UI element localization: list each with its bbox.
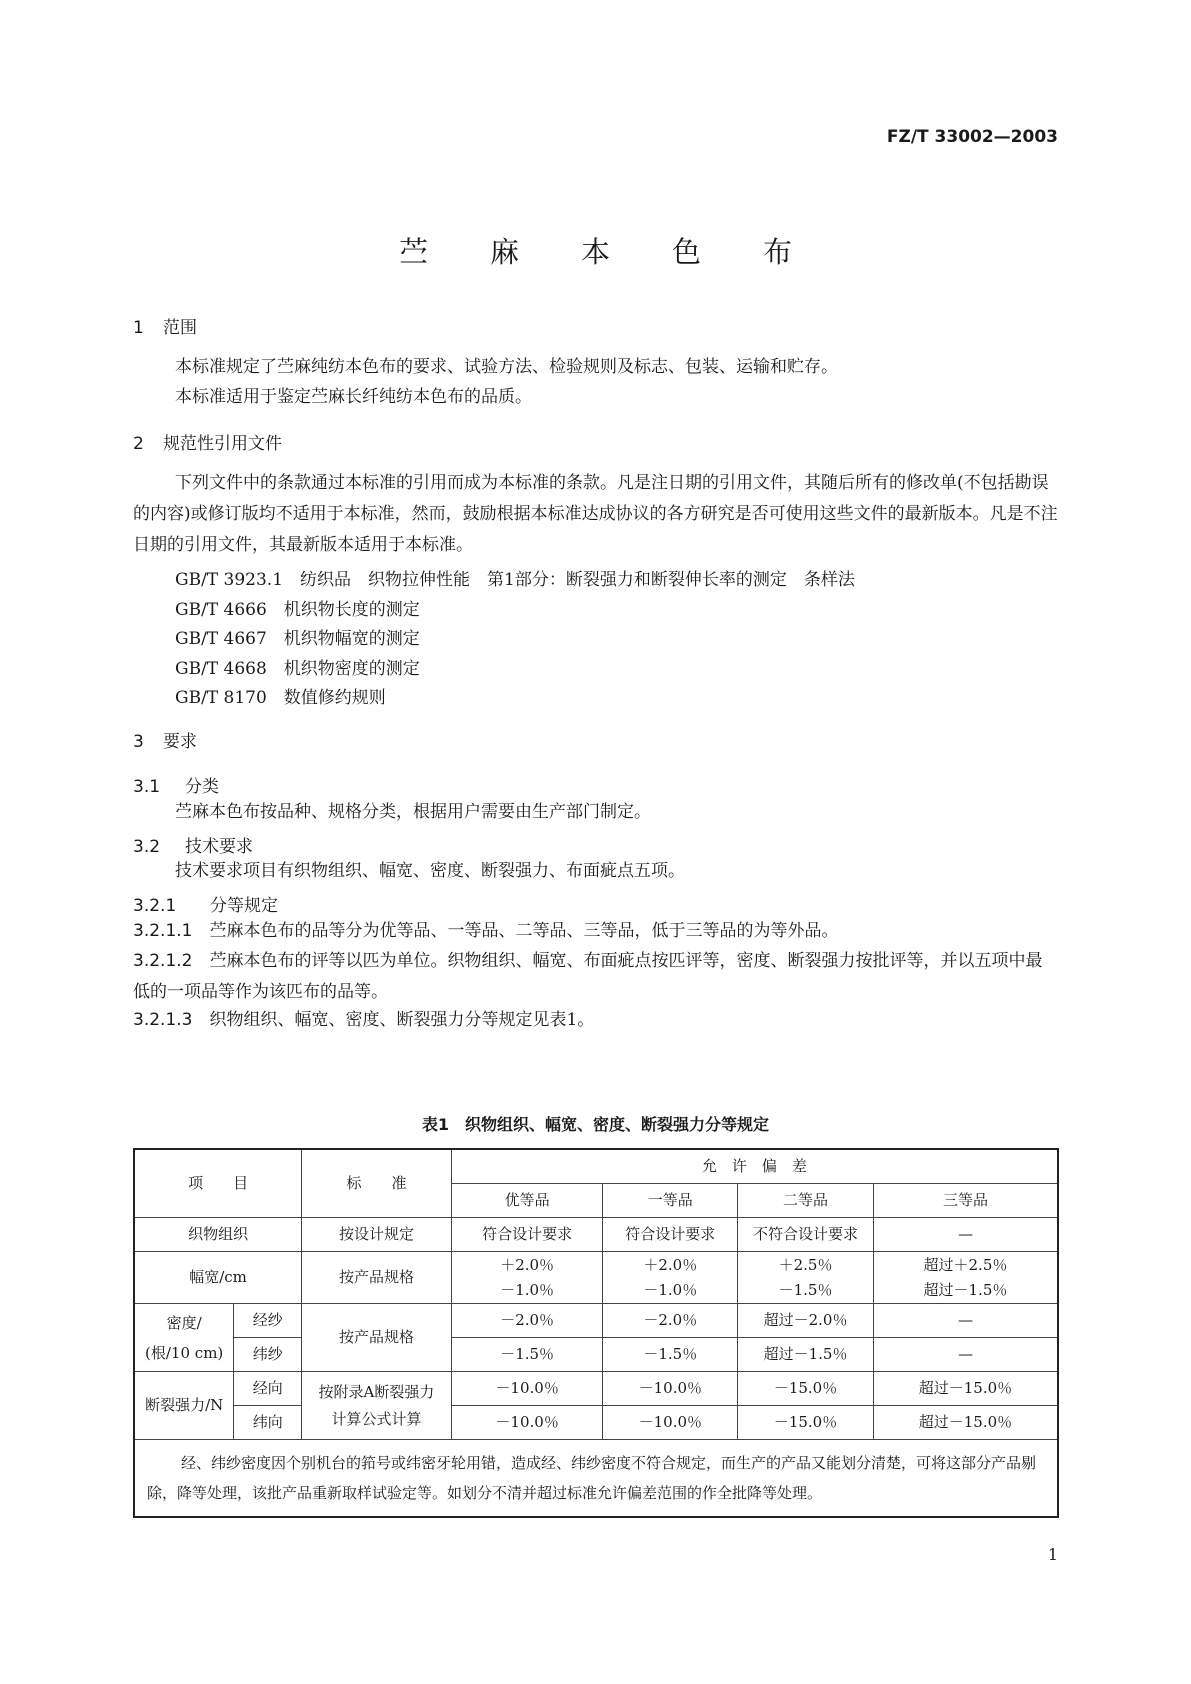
reference-item: GB/T 4666 机织物长度的测定 <box>175 600 420 620</box>
value-cell: — <box>873 1338 1058 1372</box>
clause-text: 苎麻本色布的品等分为优等品、一等品、二等品、三等品，低于三等品的为等外品。 <box>209 921 839 941</box>
clause-text: 织物组织、幅宽、密度、断裂强力分等规定见表1。 <box>209 1010 595 1030</box>
grade-header: 三等品 <box>873 1184 1058 1218</box>
section-number: 3.1 <box>133 777 161 797</box>
clause-number: 3.2.1.3 <box>133 1010 193 1030</box>
value-cell: －2.0％ <box>603 1304 738 1338</box>
value-cell: －15.0％ <box>738 1372 874 1406</box>
value-cell: 超过－15.0％ <box>873 1372 1058 1406</box>
value-cell: — <box>873 1304 1058 1338</box>
clause-number: 3.2.1.2 <box>133 951 193 971</box>
table-note-row <box>134 1440 1058 1518</box>
section-1-heading <box>133 313 197 338</box>
section-number: 2 <box>133 434 144 454</box>
section-number: 3 <box>133 732 144 752</box>
header-standard: 标 准 <box>302 1149 452 1218</box>
clause-3-2-1-2 <box>133 946 1058 1008</box>
value-cell: －10.0％ <box>451 1406 603 1440</box>
table-row <box>134 1338 1058 1372</box>
paragraph: 本标准适用于鉴定苎麻长纤纯纺本色布的品质。 <box>175 387 532 407</box>
reference-item: GB/T 4668 机织物密度的测定 <box>175 659 420 679</box>
table-note: 经、纬纱密度因个别机台的筘号或纬密牙轮用错，造成经、纬纱密度不符合规定，而生产的产品又能划分清楚，可将这部分产品剔除，降等处理，该批产品重新取样试验定等。如划分不清并超过标准允许偏差范围的作全批降等处理。 <box>134 1440 1058 1518</box>
value-cell: ＋2.5％ －1.5％ <box>738 1252 874 1304</box>
value-cell: — <box>873 1218 1058 1252</box>
document-title: 苎麻本色布 <box>398 235 854 269</box>
table-row <box>134 1252 1058 1304</box>
standard-cell: 按产品规格 <box>302 1252 452 1304</box>
page-number: 1 <box>1047 1545 1058 1564</box>
section-title: 分类 <box>185 777 219 797</box>
value-cell: 超过－15.0％ <box>873 1406 1058 1440</box>
reference-item: GB/T 4667 机织物幅宽的测定 <box>175 629 420 649</box>
value-cell: 超过－1.5％ <box>738 1338 874 1372</box>
sub-label: 纬向 <box>234 1406 302 1440</box>
value-cell: －15.0％ <box>738 1406 874 1440</box>
table-row <box>134 1372 1058 1406</box>
grade-header: 优等品 <box>451 1184 603 1218</box>
row-label: 断裂强力/N <box>134 1372 234 1440</box>
paragraph: 下列文件中的条款通过本标准的引用而成为本标准的条款。凡是注日期的引用文件，其随后所有的修改单(不包括勘误的内容)或修订版均不适用于本标准，然而，鼓励根据本标准达成协议的各方研究是否可使用这些文件的最新版本。凡是不注日期的引用文件，其最新版本适用于本标准。 <box>133 473 1058 555</box>
section-title: 规范性引用文件 <box>163 434 282 454</box>
value-cell: 超过－2.0％ <box>738 1304 874 1338</box>
standard-cell: 按附录A断裂强力 计算公式计算 <box>302 1372 452 1440</box>
section-3-1-heading <box>133 772 219 797</box>
paragraph: 本标准规定了苎麻纯纺本色布的要求、试验方法、检验规则及标志、包装、运输和贮存。 <box>175 357 838 377</box>
sub-label: 纬纱 <box>234 1338 302 1372</box>
value-cell: 符合设计要求 <box>451 1218 603 1252</box>
value-cell: ＋2.0％ －1.0％ <box>603 1252 738 1304</box>
table-row <box>134 1304 1058 1338</box>
section-title: 范围 <box>163 318 197 338</box>
sub-label: 经向 <box>234 1372 302 1406</box>
clause-3-2-1-3 <box>133 1005 1058 1036</box>
paragraph: 苎麻本色布按品种、规格分类，根据用户需要由生产部门制定。 <box>175 802 651 822</box>
table-caption: 表1 织物组织、幅宽、密度、断裂强力分等规定 <box>421 1115 770 1134</box>
row-label: 幅宽/cm <box>134 1252 302 1304</box>
section-3-2-heading <box>133 832 253 857</box>
header-item: 项 目 <box>134 1149 302 1218</box>
sub-label: 经纱 <box>234 1304 302 1338</box>
document-number: FZ/T 33002—2003 <box>886 127 1058 147</box>
grade-header: 一等品 <box>603 1184 738 1218</box>
row-label: 织物组织 <box>134 1218 302 1252</box>
grading-table <box>133 1148 1059 1518</box>
section-3-2-1-heading <box>133 891 278 916</box>
value-cell: －1.5％ <box>451 1338 603 1372</box>
value-cell: －1.5％ <box>603 1338 738 1372</box>
clause-number: 3.2.1.1 <box>133 921 193 941</box>
section-3-heading <box>133 727 197 752</box>
value-cell: 超过＋2.5％ 超过－1.5％ <box>873 1252 1058 1304</box>
clause-3-2-1-1 <box>133 916 1058 947</box>
standard-cell: 按产品规格 <box>302 1304 452 1372</box>
header-tolerance: 允 许 偏 差 <box>451 1149 1058 1184</box>
table-row <box>134 1406 1058 1440</box>
value-cell: －10.0％ <box>603 1372 738 1406</box>
value-cell: －2.0％ <box>451 1304 603 1338</box>
value-cell: －10.0％ <box>603 1406 738 1440</box>
section-number: 1 <box>133 318 144 338</box>
table-header-row <box>134 1149 1058 1184</box>
row-label: 密度/ (根/10 cm) <box>134 1304 234 1372</box>
table-row <box>134 1218 1058 1252</box>
paragraph: 技术要求项目有织物组织、幅宽、密度、断裂强力、布面疵点五项。 <box>175 861 685 881</box>
clause-text: 苎麻本色布的评等以匹为单位。织物组织、幅宽、布面疵点按匹评等，密度、断裂强力按批评等，并以五项中最低的一项品等作为该匹布的品等。 <box>133 951 1043 1002</box>
value-cell: －10.0％ <box>451 1372 603 1406</box>
reference-item: GB/T 8170 数值修约规则 <box>175 688 386 708</box>
grade-header: 二等品 <box>738 1184 874 1218</box>
standard-cell: 按设计规定 <box>302 1218 452 1252</box>
value-cell: ＋2.0％ －1.0％ <box>451 1252 603 1304</box>
section-2-heading <box>133 429 282 454</box>
value-cell: 不符合设计要求 <box>738 1218 874 1252</box>
section-number: 3.2.1 <box>133 896 177 916</box>
section-title: 技术要求 <box>185 837 253 857</box>
reference-item: GB/T 3923.1 纺织品 织物拉伸性能 第1部分：断裂强力和断裂伸长率的测定 条样法 <box>175 570 855 590</box>
section-number: 3.2 <box>133 837 161 857</box>
value-cell: 符合设计要求 <box>603 1218 738 1252</box>
section-title: 分等规定 <box>210 896 278 916</box>
section-title: 要求 <box>163 732 197 752</box>
